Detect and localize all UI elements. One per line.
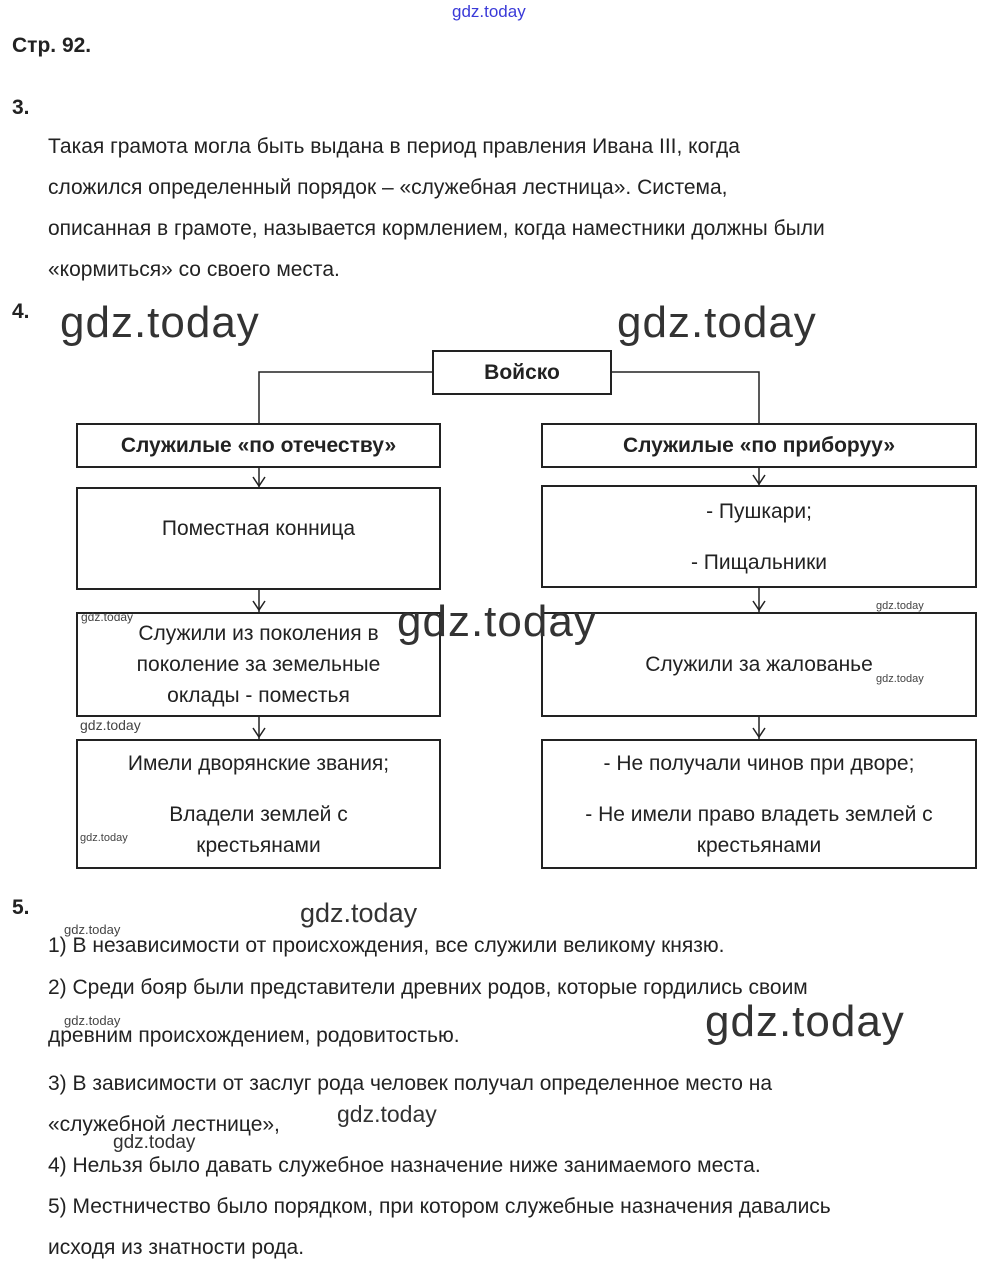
watermark: gdz.today — [81, 610, 134, 624]
task-3-line: Такая грамота могла быть выдана в период правления Ивана III, когда — [48, 135, 740, 158]
box-text: Служили за жалованье — [645, 653, 873, 676]
box-text: Владели землей с — [169, 802, 348, 826]
watermark: gdz.today — [397, 597, 597, 646]
left-box-2 — [76, 612, 441, 717]
watermark: gdz.today — [705, 997, 905, 1046]
watermark: gdz.today — [64, 1013, 121, 1028]
right-box-1 — [541, 485, 977, 588]
watermark: gdz.today — [80, 717, 141, 733]
box-text: - Не имели право владеть землей с — [585, 802, 933, 826]
task-5-line: исходя из знатности рода. — [48, 1236, 305, 1259]
watermark: gdz.today — [60, 298, 260, 347]
watermark: gdz.today — [337, 1101, 437, 1127]
box-text: Служили из поколения в — [138, 622, 379, 645]
watermark: gdz.today — [876, 673, 924, 685]
watermark: gdz.today — [876, 600, 924, 612]
task-5-line: 4) Нельзя было давать служебное назначение ниже занимаемого места. — [48, 1154, 761, 1177]
box-text: крестьянами — [696, 833, 822, 857]
box-text: - Пищальники — [690, 550, 828, 574]
box-text: поколение за земельные — [136, 653, 381, 676]
left-header-box: Служилые «по отечеству» — [76, 423, 441, 468]
box-text: Имели дворянские звания; — [127, 751, 390, 775]
right-header-box: Служилые «по приборуу» — [541, 423, 977, 468]
task-5-number: 5. — [12, 896, 30, 919]
task-4-number: 4. — [12, 300, 30, 323]
task-5-line: древним происхождением, родовитостью. — [48, 1024, 460, 1047]
task-5-line: 3) В зависимости от заслуг рода человек получал определенное место на — [48, 1072, 773, 1095]
box-text: - Пушкари; — [706, 499, 812, 523]
watermark: gdz.today — [300, 898, 418, 928]
right-box-3 — [541, 739, 977, 869]
left-box-1 — [76, 487, 441, 590]
watermark: gdz.today — [113, 1132, 196, 1153]
page-label: Стр. 92. — [12, 34, 92, 57]
watermark: gdz.today — [452, 2, 526, 21]
left-box-3 — [76, 739, 441, 869]
watermark: gdz.today — [617, 298, 817, 347]
box-text: - Не получали чинов при дворе; — [603, 751, 915, 775]
task-5-line: 5) Местничество было порядком, при котором служебные назначения давались — [48, 1195, 831, 1218]
task-5-line: «служебной лестнице», — [48, 1113, 280, 1136]
diagram-root-box: Войско — [432, 350, 612, 395]
task-3-line: «кормиться» со своего места. — [48, 258, 340, 281]
watermark: gdz.today — [64, 922, 121, 937]
watermark: gdz.today — [80, 832, 128, 844]
box-text: Поместная конница — [161, 517, 356, 540]
box-text: крестьянами — [196, 833, 321, 857]
box-text: оклады - поместья — [167, 684, 350, 707]
task-5-line: 1) В независимости от происхождения, все служили великому князю. — [48, 934, 725, 957]
task-3-line: описанная в грамоте, называется кормлением, когда наместники должны были — [48, 217, 825, 240]
task-3-line: сложился определенный порядок – «служебная лестница». Система, — [48, 176, 728, 199]
task-5-line: 2) Среди бояр были представители древних родов, которые гордились своим — [48, 976, 808, 999]
right-box-2 — [541, 612, 977, 717]
task-3-number: 3. — [12, 96, 30, 119]
